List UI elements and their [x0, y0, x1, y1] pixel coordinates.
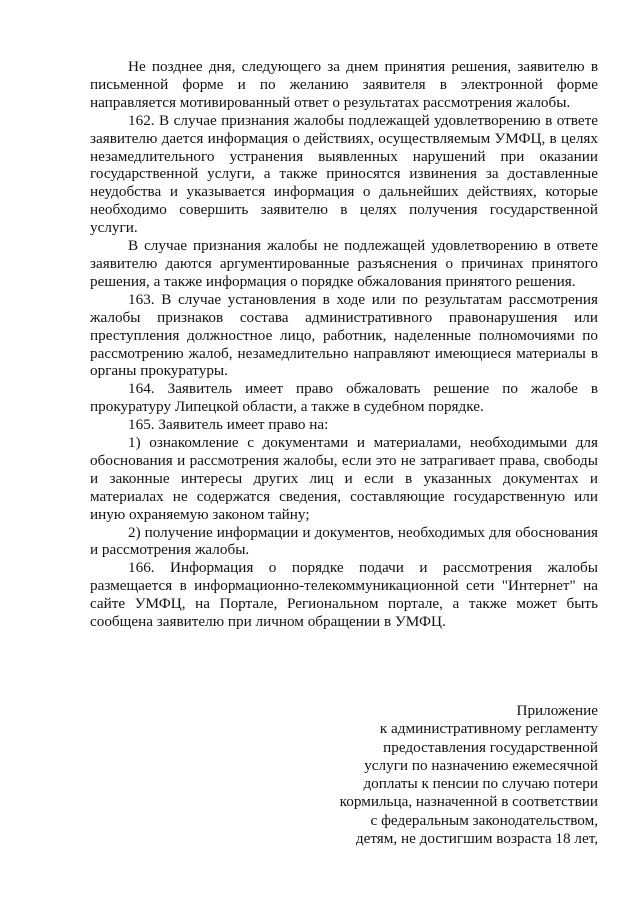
appendix-line: предоставления государственной — [383, 738, 598, 756]
appendix-line: кормильца, назначенной в соответствии — [339, 793, 598, 811]
paragraph-165-item-1: 1) ознакомление с документами и материалами, необходимыми для обоснования и рассмотрения жалобы, если это не затрагивает права, свободы и законные интересы других лиц и если в указанных документах и материалах не содержатся сведения, составляющие государственную или иную охраняемую законом тайну; — [90, 434, 598, 523]
appendix-line: к административному регламенту — [379, 720, 598, 738]
appendix-line: с федеральным законодательством, — [370, 811, 598, 829]
body-text — [90, 58, 598, 631]
appendix-title: Приложение — [516, 702, 598, 719]
appendix-line: доплаты к пенсии по случаю потери — [363, 775, 598, 793]
paragraph-164: 164. Заявитель имеет право обжаловать решение по жалобе в прокуратуру Липецкой области, а также в судебном порядке. — [90, 380, 598, 416]
appendix-line: услуги по назначению ежемесячной — [364, 756, 598, 774]
paragraph-165-item-2: 2) получение информации и документов, необходимых для обоснования и рассмотрения жалобы. — [90, 523, 598, 559]
paragraph-166: 166. Информация о порядке подачи и рассмотрения жалобы размещается в информационно-телекоммуникационной сети "Интернет" на сайте УМФЦ, на Портале, Региональном портале, а также может быть сообщена заявителю при личном обращении в УМФЦ. — [90, 559, 598, 631]
paragraph-rejection: В случае признания жалобы не подлежащей удовлетворению в ответе заявителю даются аргументированные разъяснения о причинах принятого решения, а также информация о порядке обжалования принятого решения. — [90, 237, 598, 290]
paragraph-165: 165. Заявитель имеет право на: — [128, 416, 329, 434]
paragraph-163: 163. В случае установления в ходе или по результатам рассмотрения жалобы признаков состава административного правонарушения или преступления должностное лицо, работник, наделенные полномочиями по рассмотрению жалоб, незамедлительно направляют имеющиеся материалы в органы прокуратуры. — [90, 290, 598, 380]
appendix-header — [298, 702, 598, 848]
paragraph-162: 162. В случае признания жалобы подлежащей удовлетворению в ответе заявителю дается информация о действиях, осуществляемым УМФЦ, в целях незамедлительного устранения выявленных нарушений при оказании государственной услуги, а также приносятся извинения за доставленные неудобства и указывается информация о дальнейших действиях, которые необходимо совершить заявителю в целях получения государственной услуги. — [90, 111, 598, 237]
paragraph-response-notice: Не позднее дня, следующего за днем принятия решения, заявителю в письменной форме и по желанию заявителя в электронной форме направляется мотивированный ответ о результатах рассмотрения жалобы. — [90, 58, 598, 111]
appendix-line: детям, не достигшим возраста 18 лет, — [355, 830, 598, 848]
